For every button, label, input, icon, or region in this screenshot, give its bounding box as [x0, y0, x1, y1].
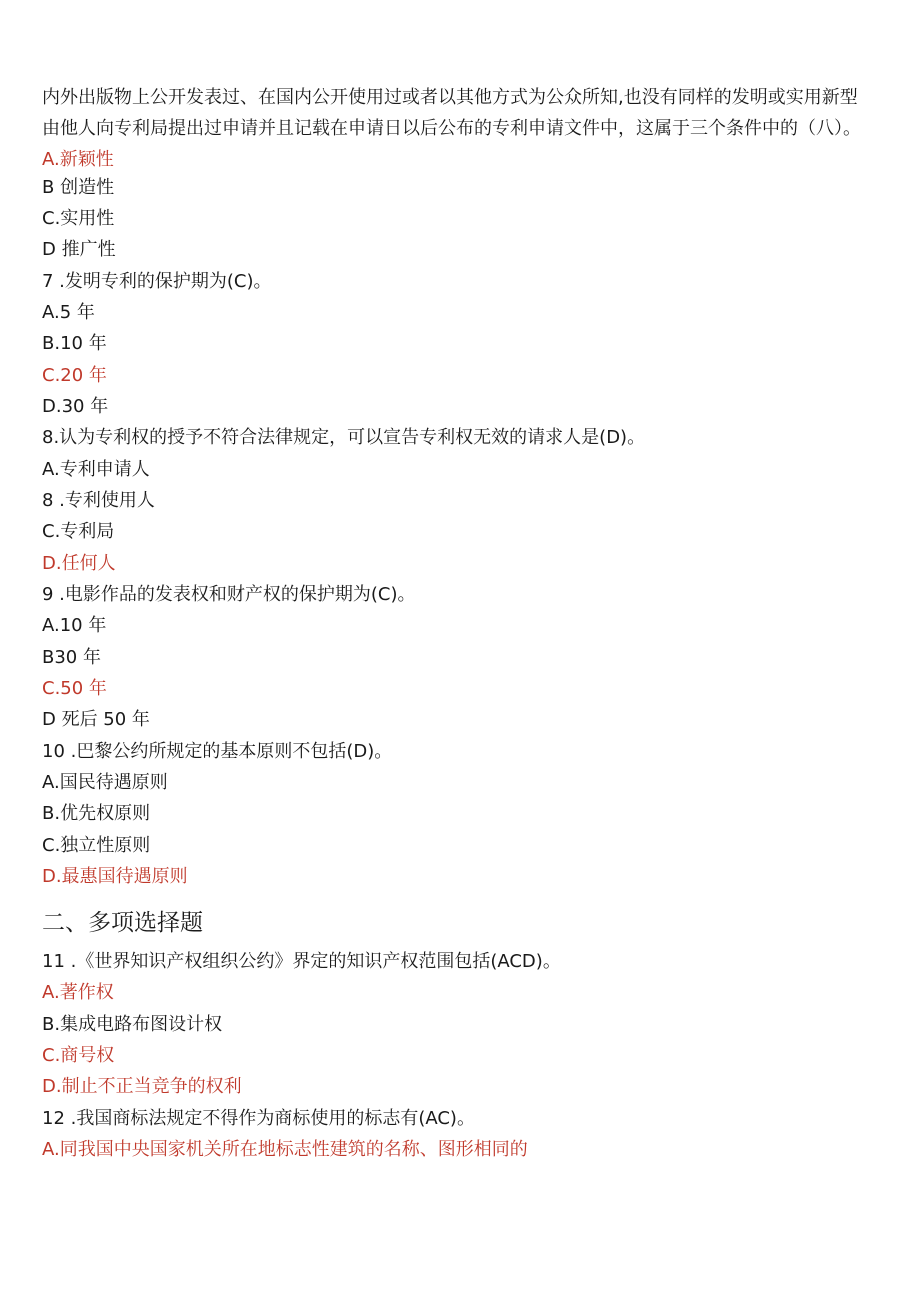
intro-text: 内外出版物上公开发表过、在国内公开使用过或者以其他方式为公众所知,也没有同样的发明或实用新型由他人向专利局提出过申请并且记载在申请日以后公布的专利申请文件中，这属于三个条件中的（八）。: [42, 87, 861, 139]
option-line: C.独立性原则: [42, 835, 151, 856]
question-line: 11 .《世界知识产权组织公约》界定的知识产权范围包括(ACD)。: [42, 951, 561, 972]
option-line: C.实用性: [42, 208, 115, 229]
answer-line: D.任何人: [42, 553, 116, 574]
option-line: A.10 年: [42, 615, 107, 636]
option-line: B 创造性: [42, 177, 115, 198]
answer-line: A.著作权: [42, 982, 114, 1003]
question-line: 7 .发明专利的保护期为(C)。: [42, 271, 272, 292]
answer-line: A.同我国中央国家机关所在地标志性建筑的名称、图形相同的: [42, 1139, 528, 1160]
intro-answer: A.新颖性: [42, 149, 114, 170]
option-line: D 死后 50 年: [42, 709, 150, 730]
answer-line: C.20 年: [42, 365, 107, 386]
intro-paragraph: [42, 82, 872, 175]
option-line: C.专利局: [42, 521, 115, 542]
question-line: 12 .我国商标法规定不得作为商标使用的标志有(AC)。: [42, 1108, 475, 1129]
answer-line: C.商号权: [42, 1045, 115, 1066]
section-heading: 二、多项选择题: [42, 910, 203, 936]
option-line: B.优先权原则: [42, 803, 151, 824]
question-line: 10 .巴黎公约所规定的基本原则不包括(D)。: [42, 741, 393, 762]
answer-line: D.最惠国待遇原则: [42, 866, 188, 887]
answer-line: D.制止不正当竞争的权利: [42, 1076, 242, 1097]
option-line: A.专利申请人: [42, 459, 150, 480]
option-line: B.集成电路布图设计权: [42, 1014, 223, 1035]
question-line: 9 .电影作品的发表权和财产权的保护期为(C)。: [42, 584, 416, 605]
option-line: A.5 年: [42, 302, 95, 323]
option-line: B.10 年: [42, 333, 107, 354]
answer-line: C.50 年: [42, 678, 107, 699]
question-line: 8.认为专利权的授予不符合法律规定，可以宣告专利权无效的请求人是(D)。: [42, 427, 646, 448]
option-line: 8 .专利使用人: [42, 490, 155, 511]
option-line: B30 年: [42, 647, 101, 668]
option-line: D.30 年: [42, 396, 109, 417]
option-line: A.国民待遇原则: [42, 772, 168, 793]
option-line: D 推广性: [42, 239, 116, 260]
